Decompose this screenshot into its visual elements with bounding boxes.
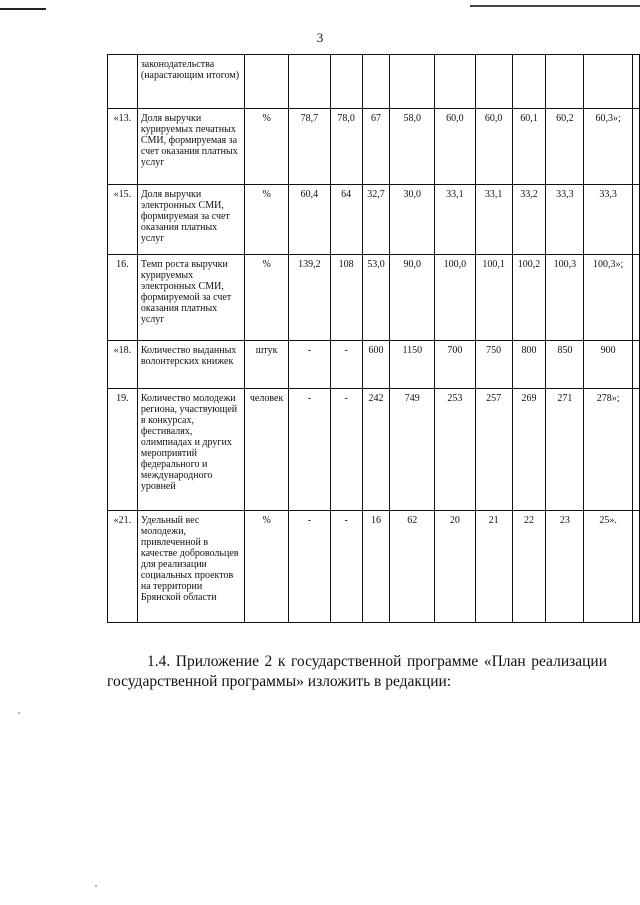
row-number-cell: 16. [108, 255, 138, 341]
value-cell [584, 55, 633, 109]
value-cell: 60,0 [435, 109, 476, 185]
value-cell [475, 55, 512, 109]
value-cell: 60,4 [289, 185, 331, 255]
value-cell [633, 185, 640, 255]
unit-cell: штук [245, 341, 289, 389]
value-cell: 21 [475, 511, 512, 623]
value-cell: 750 [475, 341, 512, 389]
value-cell: - [330, 341, 362, 389]
value-cell: 60,2 [546, 109, 584, 185]
page-number: 3 [316, 30, 324, 45]
table-row [108, 109, 640, 185]
indicator-name-cell: Доля выручки курируемых печатных СМИ, формируемая за счет оказания платных услуг [137, 109, 244, 185]
scan-edge-line [470, 5, 640, 7]
value-cell: 58,0 [390, 109, 435, 185]
value-cell: 900 [584, 341, 633, 389]
value-cell: 78,0 [330, 109, 362, 185]
row-number-cell [108, 55, 138, 109]
value-cell: 60,3»; [584, 109, 633, 185]
value-cell: 22 [512, 511, 546, 623]
value-cell: 257 [475, 389, 512, 511]
value-cell: 53,0 [362, 255, 390, 341]
value-cell: 62 [390, 511, 435, 623]
row-number-cell: «18. [108, 341, 138, 389]
value-cell: - [330, 389, 362, 511]
value-cell: 700 [435, 341, 476, 389]
value-cell [330, 55, 362, 109]
value-cell: 100,3»; [584, 255, 633, 341]
unit-cell: человек [245, 389, 289, 511]
scan-edge-line [0, 8, 46, 10]
value-cell: 100,2 [512, 255, 546, 341]
value-cell: 67 [362, 109, 390, 185]
value-cell: - [289, 341, 331, 389]
value-cell: 749 [390, 389, 435, 511]
unit-cell: % [245, 185, 289, 255]
value-cell [362, 55, 390, 109]
value-cell: 253 [435, 389, 476, 511]
indicator-name-cell: Доля выручки электронных СМИ, формируемая за счет оказания платных услуг [137, 185, 244, 255]
indicator-name-cell: Удельный вес молодежи, привлеченной в качестве добровольцев для реализации социальных проектов на территории Брянской области [137, 511, 244, 623]
indicator-name-cell: законодательства (нарастающим итогом) [137, 55, 244, 109]
row-number-cell: «13. [108, 109, 138, 185]
value-cell: 100,3 [546, 255, 584, 341]
indicator-name-cell: Темп роста выручки курируемых электронных СМИ, формируемой за счет оказания платных услуг [137, 255, 244, 341]
value-cell: - [289, 511, 331, 623]
value-cell: 33,3 [546, 185, 584, 255]
value-cell: 100,1 [475, 255, 512, 341]
scan-speck [95, 885, 97, 887]
unit-cell: % [245, 511, 289, 623]
value-cell: 25». [584, 511, 633, 623]
value-cell: 850 [546, 341, 584, 389]
row-number-cell: «21. [108, 511, 138, 623]
value-cell [512, 55, 546, 109]
value-cell: 16 [362, 511, 390, 623]
value-cell: 64 [330, 185, 362, 255]
indicators-table [107, 54, 640, 623]
indicator-name-cell: Количество выданных волонтерских книжек [137, 341, 244, 389]
table-row [108, 511, 640, 623]
value-cell: 23 [546, 511, 584, 623]
value-cell [546, 55, 584, 109]
value-cell: 33,3 [584, 185, 633, 255]
value-cell: 271 [546, 389, 584, 511]
value-cell: 33,1 [435, 185, 476, 255]
value-cell: 100,0 [435, 255, 476, 341]
value-cell [289, 55, 331, 109]
scan-speck [18, 712, 20, 714]
value-cell: 33,1 [475, 185, 512, 255]
value-cell: 32,7 [362, 185, 390, 255]
table-row [108, 255, 640, 341]
unit-cell: % [245, 109, 289, 185]
row-number-cell: «15. [108, 185, 138, 255]
value-cell: 800 [512, 341, 546, 389]
indicator-name-cell: Количество молодежи региона, участвующей в конкурсах, фестивалях, олимпиадах и других мероприятий федерального и международного уровней [137, 389, 244, 511]
value-cell: 60,0 [475, 109, 512, 185]
value-cell: 108 [330, 255, 362, 341]
value-cell [390, 55, 435, 109]
table-row [108, 389, 640, 511]
value-cell: - [330, 511, 362, 623]
value-cell: 78,7 [289, 109, 331, 185]
value-cell [633, 109, 640, 185]
value-cell [633, 255, 640, 341]
table-row [108, 185, 640, 255]
value-cell: 60,1 [512, 109, 546, 185]
value-cell: - [289, 389, 331, 511]
value-cell: 33,2 [512, 185, 546, 255]
value-cell: 269 [512, 389, 546, 511]
table-row [108, 55, 640, 109]
value-cell: 1150 [390, 341, 435, 389]
value-cell [633, 341, 640, 389]
value-cell: 20 [435, 511, 476, 623]
table-row [108, 341, 640, 389]
unit-cell: % [245, 255, 289, 341]
value-cell: 278»; [584, 389, 633, 511]
value-cell: 90,0 [390, 255, 435, 341]
unit-cell [245, 55, 289, 109]
value-cell: 242 [362, 389, 390, 511]
value-cell [633, 511, 640, 623]
value-cell [633, 389, 640, 511]
value-cell [633, 55, 640, 109]
value-cell: 600 [362, 341, 390, 389]
value-cell: 30,0 [390, 185, 435, 255]
amendment-paragraph: 1.4. Приложение 2 к государственной программе «План реализации государственной программы» изложить в редакции: [107, 653, 607, 690]
value-cell: 139,2 [289, 255, 331, 341]
row-number-cell: 19. [108, 389, 138, 511]
value-cell [435, 55, 476, 109]
